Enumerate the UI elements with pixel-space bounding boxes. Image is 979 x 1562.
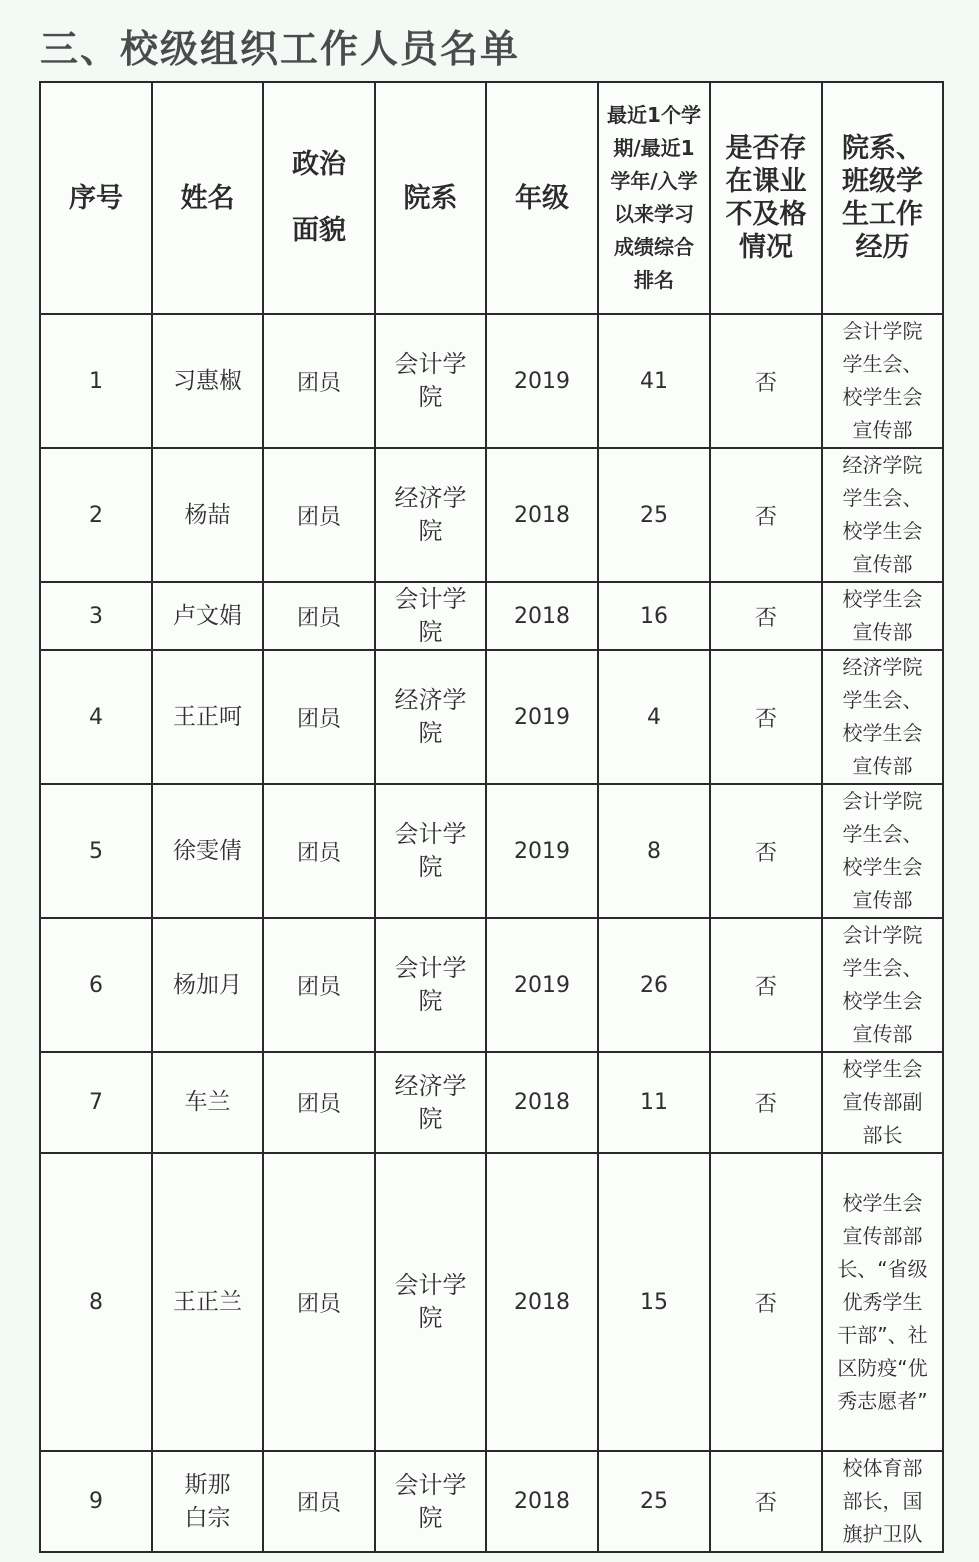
cell-name: 徐雯倩 (152, 784, 263, 918)
cell-fail: 否 (710, 1052, 822, 1153)
cell-name: 斯那白宗 (152, 1451, 263, 1552)
header-college: 院系 (375, 82, 486, 314)
cell-college: 会计学院 (375, 1451, 486, 1552)
cell-name: 杨喆 (152, 448, 263, 582)
header-politics: 政治面貌 (263, 82, 375, 314)
table-row (40, 448, 943, 582)
cell-fail: 否 (710, 1153, 822, 1451)
cell-name: 杨加月 (152, 918, 263, 1052)
table-row (40, 1052, 943, 1153)
cell-seq: 7 (40, 1052, 152, 1153)
cell-seq: 2 (40, 448, 152, 582)
cell-seq: 9 (40, 1451, 152, 1552)
cell-fail: 否 (710, 582, 822, 650)
cell-politics: 团员 (263, 314, 375, 448)
cell-experience: 会计学院学生会、校学生会宣传部 (822, 314, 943, 448)
cell-rank: 16 (598, 582, 710, 650)
cell-rank: 4 (598, 650, 710, 784)
table-row (40, 314, 943, 448)
cell-college: 经济学院 (375, 1052, 486, 1153)
cell-grade: 2019 (486, 918, 598, 1052)
cell-seq: 5 (40, 784, 152, 918)
cell-seq: 3 (40, 582, 152, 650)
cell-rank: 8 (598, 784, 710, 918)
cell-experience: 校体育部部长，国旗护卫队 (822, 1451, 943, 1552)
cell-grade: 2018 (486, 448, 598, 582)
page-title: 三、校级组织工作人员名单 (40, 27, 521, 71)
header-rank: 最近1个学期/最近1学年/入学以来学习成绩综合排名 (598, 82, 710, 314)
cell-seq: 6 (40, 918, 152, 1052)
cell-experience: 经济学院学生会、校学生会宣传部 (822, 448, 943, 582)
cell-rank: 11 (598, 1052, 710, 1153)
header-name: 姓名 (152, 82, 263, 314)
cell-grade: 2018 (486, 1052, 598, 1153)
header-seq: 序号 (40, 82, 152, 314)
cell-politics: 团员 (263, 918, 375, 1052)
cell-politics: 团员 (263, 650, 375, 784)
cell-rank: 15 (598, 1153, 710, 1451)
cell-college: 会计学院 (375, 314, 486, 448)
table-row (40, 650, 943, 784)
cell-grade: 2019 (486, 650, 598, 784)
table-header-row (40, 82, 943, 314)
cell-fail: 否 (710, 314, 822, 448)
cell-college: 会计学院 (375, 1153, 486, 1451)
cell-college: 会计学院 (375, 918, 486, 1052)
cell-fail: 否 (710, 784, 822, 918)
table-row (40, 582, 943, 650)
cell-experience: 会计学院学生会、校学生会宣传部 (822, 784, 943, 918)
cell-experience: 校学生会宣传部部长、“省级优秀学生干部”、社区防疫“优秀志愿者” (822, 1153, 943, 1451)
cell-fail: 否 (710, 448, 822, 582)
cell-grade: 2018 (486, 1451, 598, 1552)
cell-rank: 26 (598, 918, 710, 1052)
cell-grade: 2018 (486, 582, 598, 650)
cell-fail: 否 (710, 1451, 822, 1552)
table-row (40, 1451, 943, 1552)
table-row (40, 1153, 943, 1451)
header-grade: 年级 (486, 82, 598, 314)
cell-fail: 否 (710, 918, 822, 1052)
cell-rank: 25 (598, 448, 710, 582)
cell-name: 王正兰 (152, 1153, 263, 1451)
cell-grade: 2019 (486, 784, 598, 918)
cell-politics: 团员 (263, 1052, 375, 1153)
cell-fail: 否 (710, 650, 822, 784)
cell-experience: 校学生会宣传部副部长 (822, 1052, 943, 1153)
cell-rank: 25 (598, 1451, 710, 1552)
cell-grade: 2019 (486, 314, 598, 448)
cell-college: 经济学院 (375, 650, 486, 784)
cell-experience: 会计学院学生会、校学生会宣传部 (822, 918, 943, 1052)
table-row (40, 784, 943, 918)
cell-rank: 41 (598, 314, 710, 448)
cell-politics: 团员 (263, 784, 375, 918)
staff-roster-table (39, 81, 944, 1553)
cell-politics: 团员 (263, 1451, 375, 1552)
header-experience: 院系、班级学生工作经历 (822, 82, 943, 314)
cell-college: 会计学院 (375, 582, 486, 650)
cell-seq: 4 (40, 650, 152, 784)
cell-college: 会计学院 (375, 784, 486, 918)
cell-name: 王正呵 (152, 650, 263, 784)
cell-name: 习惠椒 (152, 314, 263, 448)
cell-seq: 1 (40, 314, 152, 448)
cell-politics: 团员 (263, 582, 375, 650)
cell-name: 卢文娟 (152, 582, 263, 650)
cell-college: 经济学院 (375, 448, 486, 582)
cell-politics: 团员 (263, 448, 375, 582)
header-fail: 是否存在课业不及格情况 (710, 82, 822, 314)
cell-grade: 2018 (486, 1153, 598, 1451)
cell-politics: 团员 (263, 1153, 375, 1451)
cell-seq: 8 (40, 1153, 152, 1451)
cell-experience: 校学生会宣传部 (822, 582, 943, 650)
cell-experience: 经济学院学生会、校学生会宣传部 (822, 650, 943, 784)
table-row (40, 918, 943, 1052)
cell-name: 车兰 (152, 1052, 263, 1153)
